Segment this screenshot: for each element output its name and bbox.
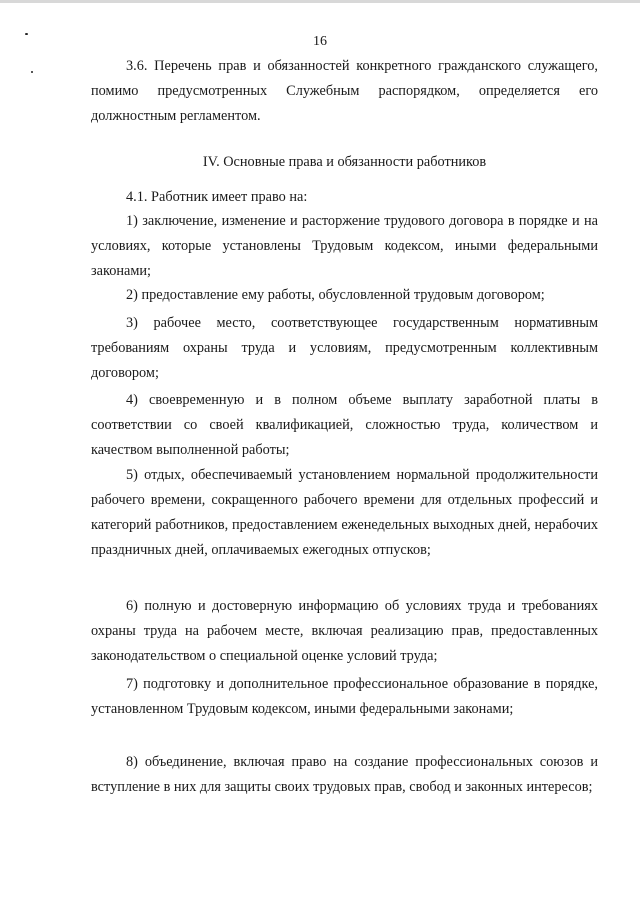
list-item-4: 4) своевременную и в полном объеме выплату заработной платы в соответствии со своей квалификацией, сложностью труда, количеством и качеством выполненной работы; <box>91 392 598 458</box>
scan-top-edge <box>0 0 640 3</box>
list-item-2: 2) предоставление ему работы, обусловленной трудовым договором; <box>126 287 545 303</box>
list-item-1: 1) заключение, изменение и расторжение трудового договора в порядке и на условиях, которые установлены Трудовым кодексом, иными федеральными законами; <box>91 213 598 279</box>
paragraph-3-6: 3.6. Перечень прав и обязанностей конкретного гражданского служащего, помимо предусмотренных Служебным распорядком, определяется его должностным регламентом. <box>91 58 598 124</box>
list-item-7: 7) подготовку и дополнительное профессиональное образование в порядке, установленном Трудовым кодексом, иными федеральными законами; <box>91 676 598 717</box>
paragraph-4-1: 4.1. Работник имеет право на: <box>126 189 308 205</box>
page-number: 16 <box>313 34 327 49</box>
list-item-8: 8) объединение, включая право на создание профессиональных союзов и вступление в них для защиты своих трудовых прав, свобод и законных интересов; <box>91 754 598 795</box>
list-item-6: 6) полную и достоверную информацию об условиях труда и требованиях охраны труда на рабочем месте, включая реализацию прав, предоставленных законодательством о специальной оценке условий труда; <box>91 598 598 664</box>
scan-speck <box>31 71 33 73</box>
list-item-5: 5) отдых, обеспечиваемый установлением нормальной продолжительности рабочего времени, сокращенного рабочего времени для отдельных профессий и категорий работников, предоставлением еженедельных выходных дней, нерабочих праздничных дней, оплачиваемых ежегодных отпусков; <box>91 467 598 558</box>
list-item-3: 3) рабочее место, соответствующее государственным нормативным требованиям охраны труда и условиям, предусмотренным коллективным договором; <box>91 315 598 381</box>
section-heading: IV. Основные права и обязанности работников <box>202 154 487 170</box>
